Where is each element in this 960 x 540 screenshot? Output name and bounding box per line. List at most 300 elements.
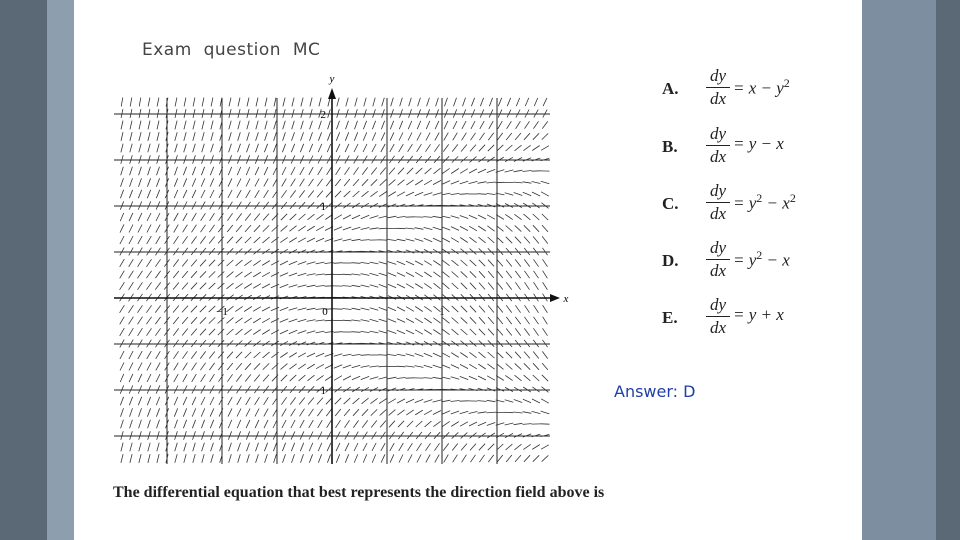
slope-segment [307, 238, 315, 242]
slope-segment [516, 98, 519, 106]
slope-segment [247, 144, 250, 152]
slope-segment [193, 144, 196, 153]
slope-segment [191, 351, 196, 358]
slope-segment [192, 363, 197, 371]
slope-segment [523, 171, 532, 172]
slope-segment [451, 216, 460, 218]
slope-segment [193, 98, 195, 107]
slope-segment [309, 443, 313, 451]
slope-segment [237, 397, 241, 405]
slope-segment [298, 285, 307, 287]
slope-segment [391, 98, 394, 107]
slope-segment [424, 180, 432, 185]
slope-segment [497, 260, 503, 267]
slope-segment [354, 144, 358, 152]
slope-segment [138, 397, 141, 405]
slope-segment [380, 179, 387, 185]
slope-segment [192, 178, 196, 186]
slope-segment [542, 363, 548, 370]
slope-segment [155, 328, 160, 335]
slope-segment [406, 261, 414, 265]
slope-segment [353, 409, 359, 416]
slope-segment [352, 365, 361, 367]
slope-segment [326, 179, 331, 186]
slope-segment [515, 282, 520, 289]
slope-segment [533, 375, 540, 381]
slope-segment [264, 144, 267, 152]
slope-segment [471, 133, 476, 140]
slope-segment [379, 355, 388, 356]
slope-segment [408, 121, 412, 129]
slope-segment [227, 272, 234, 278]
slope-segment [415, 261, 423, 265]
slope-segment [336, 132, 339, 140]
slope-segment [175, 420, 178, 428]
slope-segment [354, 132, 357, 140]
slope-segment [397, 284, 405, 288]
slope-segment [352, 308, 361, 310]
slope-segment [235, 318, 242, 323]
slope-segment [299, 375, 306, 381]
slope-segment [201, 178, 205, 186]
slope-segment [200, 260, 206, 267]
slope-segment [147, 397, 150, 405]
slope-segment [246, 167, 250, 175]
slope-segment [453, 121, 457, 129]
slope-segment [542, 455, 549, 461]
slope-segment [298, 331, 307, 334]
slope-segment [451, 193, 460, 194]
slope-segment [525, 282, 530, 289]
slope-segment [316, 364, 324, 368]
derivative-fraction: dy dx [707, 65, 729, 110]
slope-segment [533, 259, 538, 266]
slope-segment [353, 398, 360, 404]
slope-segment [469, 226, 477, 231]
slope-segment [183, 213, 187, 221]
slope-segment [460, 216, 468, 219]
slope-segment [470, 271, 476, 277]
slope-segment [361, 308, 370, 310]
slope-segment [479, 352, 486, 358]
slope-segment [406, 284, 414, 289]
slope-segment [372, 144, 376, 152]
slope-segment [435, 133, 439, 141]
slope-segment [316, 353, 324, 356]
slope-segment [442, 168, 449, 173]
slope-segment [210, 167, 213, 175]
slope-segment [425, 168, 432, 174]
slope-segment [265, 98, 267, 107]
option-e[interactable] [662, 291, 852, 345]
slope-segment [255, 179, 259, 187]
slope-segment [211, 121, 213, 130]
option-c[interactable] [662, 177, 852, 231]
slope-segment [245, 213, 251, 220]
slope-segment [282, 409, 287, 417]
slope-segment [130, 408, 133, 416]
slope-segment [515, 133, 521, 140]
slope-segment [443, 144, 448, 151]
slope-segment [316, 238, 324, 242]
slope-segment [227, 318, 234, 324]
slope-segment [524, 352, 530, 359]
slope-segment [147, 374, 151, 382]
slope-segment [409, 98, 412, 107]
slope-segment [424, 378, 433, 379]
slope-segment [229, 454, 232, 463]
slope-segment [416, 168, 423, 174]
left-frame-strip [47, 0, 74, 540]
slope-segment [307, 320, 316, 322]
slope-segment [139, 132, 141, 141]
slope-segment [264, 179, 268, 187]
slope-segment [524, 363, 530, 369]
slope-segment [399, 121, 402, 129]
slope-segment [318, 167, 323, 175]
slope-segment [469, 169, 477, 173]
slope-segment [139, 178, 142, 186]
y-tick-label: 1 [320, 201, 326, 213]
slope-segment [524, 133, 530, 140]
option-letter: D. [662, 251, 679, 270]
slope-segment [201, 397, 205, 405]
slope-segment [246, 409, 250, 417]
slope-segment [442, 329, 449, 334]
slope-segment [262, 284, 270, 288]
slope-segment [174, 363, 179, 371]
slope-segment [174, 351, 179, 358]
slope-segment [280, 307, 288, 310]
slope-segment [121, 144, 123, 153]
slope-segment [442, 260, 449, 265]
slope-segment [256, 443, 259, 451]
slope-segment [443, 443, 448, 450]
slope-segment [497, 306, 503, 313]
slope-segment [514, 400, 522, 403]
slope-segment [433, 216, 442, 217]
slope-segment [379, 228, 388, 229]
figure-axes [114, 88, 560, 464]
slope-segment [488, 145, 494, 151]
slope-segment [379, 284, 387, 287]
slope-segment [388, 216, 397, 218]
slope-segment [191, 306, 197, 313]
slope-segment [381, 454, 385, 462]
slope-segment [246, 179, 250, 187]
slope-segment [146, 317, 151, 324]
slope-segment [253, 330, 260, 335]
slope-segment [337, 121, 340, 130]
slope-segment [256, 121, 258, 130]
slope-segment [218, 237, 224, 244]
slope-segment [300, 420, 304, 428]
slope-segment [263, 214, 269, 221]
slope-segment [309, 167, 313, 175]
slope-segment [370, 262, 379, 264]
slope-segment [174, 178, 177, 186]
slope-segment [327, 167, 332, 175]
slope-segment [192, 397, 196, 405]
slope-segment [209, 352, 215, 359]
slope-segment [345, 167, 350, 174]
slope-segment [344, 191, 351, 197]
slope-segment [201, 167, 204, 175]
slope-segment [309, 144, 312, 152]
slope-segment [235, 306, 242, 311]
slope-segment [480, 98, 483, 106]
slope-segment [488, 271, 494, 278]
slope-segment [435, 455, 439, 463]
slope-segment [254, 237, 261, 243]
slope-segment [121, 132, 123, 141]
slope-segment [283, 454, 286, 463]
slope-segment [417, 133, 421, 141]
slope-segment [388, 307, 396, 311]
slope-segment [397, 307, 405, 311]
slope-segment [380, 410, 387, 416]
slope-segment [406, 410, 413, 415]
slope-segment [157, 167, 160, 176]
slope-segment [262, 272, 270, 276]
option-b[interactable] [662, 120, 852, 174]
slope-segment [334, 263, 343, 264]
slope-segment [435, 121, 439, 129]
slope-segment [489, 121, 493, 129]
slope-segment [487, 169, 495, 172]
slope-segment [506, 455, 512, 462]
slope-segment [202, 144, 205, 153]
slope-segment [307, 262, 316, 264]
slope-segment [397, 410, 404, 415]
slope-segment [471, 98, 474, 106]
slope-segment [451, 181, 459, 184]
slope-segment [451, 365, 459, 369]
slope-segment [532, 182, 541, 184]
slope-segment [291, 409, 296, 417]
slope-segment [218, 352, 224, 359]
slope-segment [478, 376, 486, 380]
slope-segment [361, 274, 370, 276]
slope-segment [155, 317, 160, 324]
slope-segment [256, 144, 259, 152]
option-d[interactable] [662, 234, 852, 288]
slope-segment [271, 319, 279, 323]
slope-segment [282, 420, 286, 428]
slope-segment [388, 319, 396, 322]
slope-segment [307, 353, 315, 357]
slope-segment [139, 167, 142, 176]
slope-segment [534, 98, 538, 106]
slope-segment [292, 132, 295, 141]
slope-segment [264, 167, 268, 175]
slope-segment [542, 236, 548, 243]
slope-segment [505, 400, 514, 403]
slope-segment [541, 399, 549, 403]
slope-segment [442, 216, 451, 218]
slope-segment [237, 190, 241, 198]
slope-segment [301, 121, 304, 130]
slope-segment [533, 133, 539, 139]
slope-segment [415, 284, 423, 289]
slope-segment [370, 331, 379, 333]
slope-segment [193, 443, 196, 452]
slope-segment [460, 169, 468, 174]
slope-segment [246, 420, 250, 428]
slope-segment [253, 284, 261, 289]
slope-segment [309, 179, 314, 186]
slope-segment [138, 225, 142, 233]
slope-segment [353, 179, 359, 186]
slope-segment [487, 215, 495, 219]
slope-segment [255, 420, 259, 428]
slope-segment [121, 121, 123, 130]
slope-segment [442, 365, 450, 368]
slope-segment [415, 366, 424, 368]
slope-segment [264, 443, 267, 451]
slope-segment [406, 228, 415, 229]
slope-segment [183, 397, 187, 405]
slope-segment [460, 181, 469, 184]
slope-segment [397, 378, 406, 379]
slope-segment [120, 213, 124, 221]
slope-segment [534, 282, 539, 290]
slope-segment [175, 144, 178, 153]
slope-segment [489, 98, 492, 106]
slope-segment [415, 330, 423, 334]
slope-segment [290, 397, 295, 404]
slope-segment [139, 144, 141, 153]
slope-segment [434, 443, 439, 450]
slope-segment [514, 182, 523, 183]
slope-segment [371, 179, 377, 185]
slope-segment [130, 454, 132, 463]
slope-segment [370, 216, 379, 219]
slope-segment [388, 284, 396, 288]
slope-segment [130, 178, 133, 186]
slope-segment [390, 132, 394, 140]
slope-segment [388, 354, 397, 355]
slope-segment [264, 190, 269, 198]
slope-segment [352, 215, 360, 219]
slope-segment [298, 364, 305, 369]
slope-segment [514, 193, 523, 196]
slope-segment [245, 375, 251, 382]
slope-segment [247, 443, 250, 451]
slope-segment [415, 228, 424, 230]
slope-segment [418, 98, 421, 107]
slope-segment [138, 317, 143, 325]
slope-segment [228, 178, 232, 186]
option-a[interactable] [662, 62, 852, 116]
slope-segment [289, 353, 297, 358]
slope-segment [263, 375, 269, 382]
slope-segment [406, 330, 414, 334]
slope-segment [424, 227, 433, 229]
slope-segment [442, 421, 449, 426]
slope-segment [523, 412, 532, 414]
slope-segment [361, 262, 370, 263]
slope-segment [218, 318, 225, 324]
slope-segment [316, 331, 325, 333]
slope-segment [289, 226, 296, 232]
slope-segment [488, 455, 493, 462]
slope-segment [191, 283, 197, 290]
slope-segment [523, 444, 530, 449]
slope-segment [355, 98, 357, 107]
slope-segment [397, 366, 406, 367]
slope-segment [454, 98, 457, 106]
slope-segment [280, 273, 288, 276]
slope-segment [424, 318, 431, 323]
slope-segment [200, 329, 206, 336]
slope-segment [157, 144, 159, 153]
slope-segment [442, 353, 450, 357]
slope-segment [543, 259, 548, 266]
slope-segment [200, 351, 205, 358]
slope-segment [228, 420, 232, 428]
slope-segment [488, 329, 494, 336]
slope-segment [388, 262, 397, 265]
slope-segment [433, 400, 442, 402]
slope-segment [202, 121, 204, 130]
slope-segment [444, 455, 449, 463]
slope-segment [469, 237, 476, 242]
slope-segment [479, 317, 485, 324]
slope-segment [236, 213, 241, 220]
slope-segment [379, 273, 388, 276]
slope-segment [478, 169, 486, 173]
slope-segment [505, 375, 512, 380]
slope-segment [192, 420, 195, 428]
slope-segment [515, 259, 521, 266]
slope-segment [210, 213, 215, 221]
slope-segment [444, 121, 448, 129]
x-axis-arrow [550, 294, 560, 302]
slope-segment [283, 121, 286, 130]
slope-segment [406, 354, 415, 356]
slope-segment [184, 98, 186, 107]
slope-segment [479, 271, 485, 278]
slope-segment [497, 352, 504, 358]
slope-segment [460, 353, 467, 358]
slope-segment [381, 144, 385, 152]
slope-segment [479, 133, 484, 140]
slope-segment [174, 225, 179, 233]
slope-segment [478, 215, 486, 219]
slope-segment [255, 190, 260, 198]
slope-segment [298, 319, 307, 321]
slope-segment [300, 443, 303, 451]
slope-segment [397, 330, 405, 333]
slope-segment [219, 213, 224, 220]
slope-segment [289, 285, 298, 288]
slope-segment [265, 121, 267, 130]
derivative-fraction: dy dx [707, 123, 729, 168]
slope-segment [390, 121, 393, 129]
slope-segment [147, 236, 152, 244]
slope-segment [343, 354, 352, 356]
slope-segment [379, 216, 388, 218]
slope-segment [156, 351, 161, 359]
slope-segment [271, 261, 279, 265]
slope-segment [343, 286, 352, 287]
left-frame-dark [0, 0, 47, 540]
slope-segment [427, 98, 430, 107]
slope-segment [462, 455, 467, 463]
slope-segment [307, 285, 316, 287]
slope-segment [442, 400, 451, 402]
